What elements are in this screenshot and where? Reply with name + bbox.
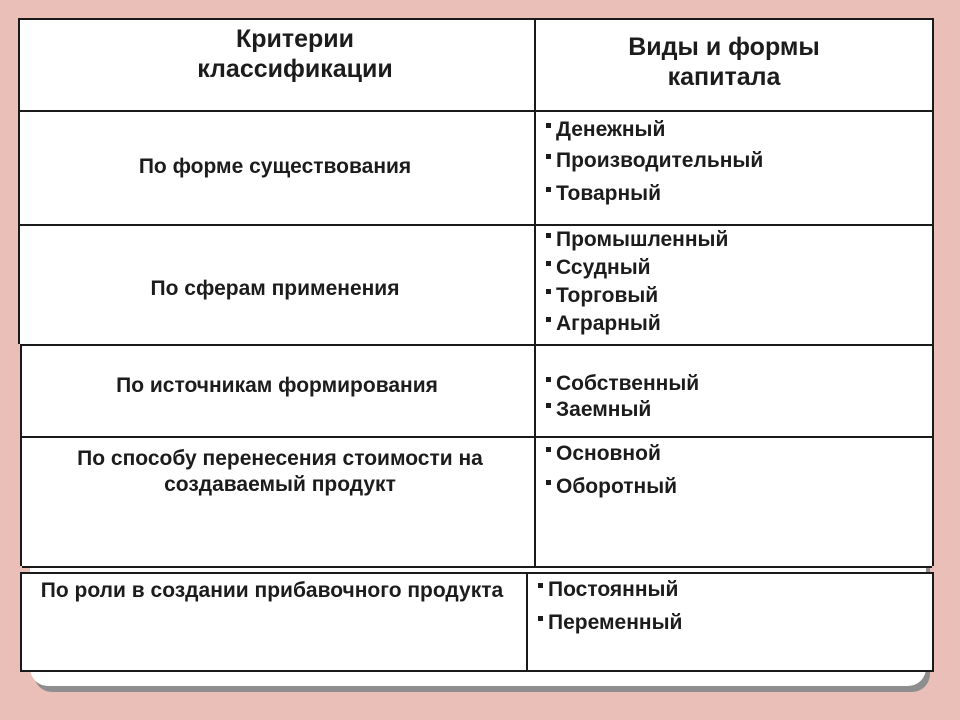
criterion-source: По источникам формирования (116, 374, 438, 397)
list-item: Аграрный (546, 312, 728, 336)
criterion-sphere: По сферам применения (150, 277, 400, 300)
types-list-form (546, 118, 763, 206)
list-item: Собственный (546, 372, 699, 396)
header-types: Виды и формы капитала (628, 33, 820, 91)
row-divider (20, 224, 932, 226)
list-item: Заемный (546, 398, 699, 422)
list-item: Торговый (546, 284, 728, 308)
table-section-bottom (20, 572, 934, 672)
column-divider (534, 20, 536, 344)
column-divider (526, 574, 528, 670)
types-list-source (546, 372, 699, 422)
column-divider (534, 346, 536, 566)
list-item: Товарный (546, 182, 763, 206)
list-item: Оборотный (546, 475, 677, 499)
types-list-sphere (546, 228, 728, 336)
criterion-role: По роли в создании прибавочного продукта (40, 579, 504, 602)
list-item: Производительный (546, 149, 763, 173)
types-list-role (538, 578, 682, 635)
list-item: Основной (546, 442, 677, 466)
row-divider (20, 110, 932, 112)
table-section-middle (20, 344, 934, 566)
list-item: Промышленный (546, 228, 728, 252)
row-divider (22, 436, 932, 438)
list-item: Постоянный (538, 578, 682, 602)
row-divider (22, 566, 932, 568)
types-list-transfer (546, 442, 677, 499)
criterion-form: По форме существования (138, 155, 412, 178)
list-item: Переменный (538, 611, 682, 635)
criterion-transfer: По способу перенесения стоимости на создаваемый продукт (77, 447, 483, 496)
list-item: Ссудный (546, 256, 728, 280)
table-section-top (18, 18, 934, 344)
list-item: Денежный (546, 118, 763, 142)
header-criteria: Критерии классификации (197, 25, 393, 83)
